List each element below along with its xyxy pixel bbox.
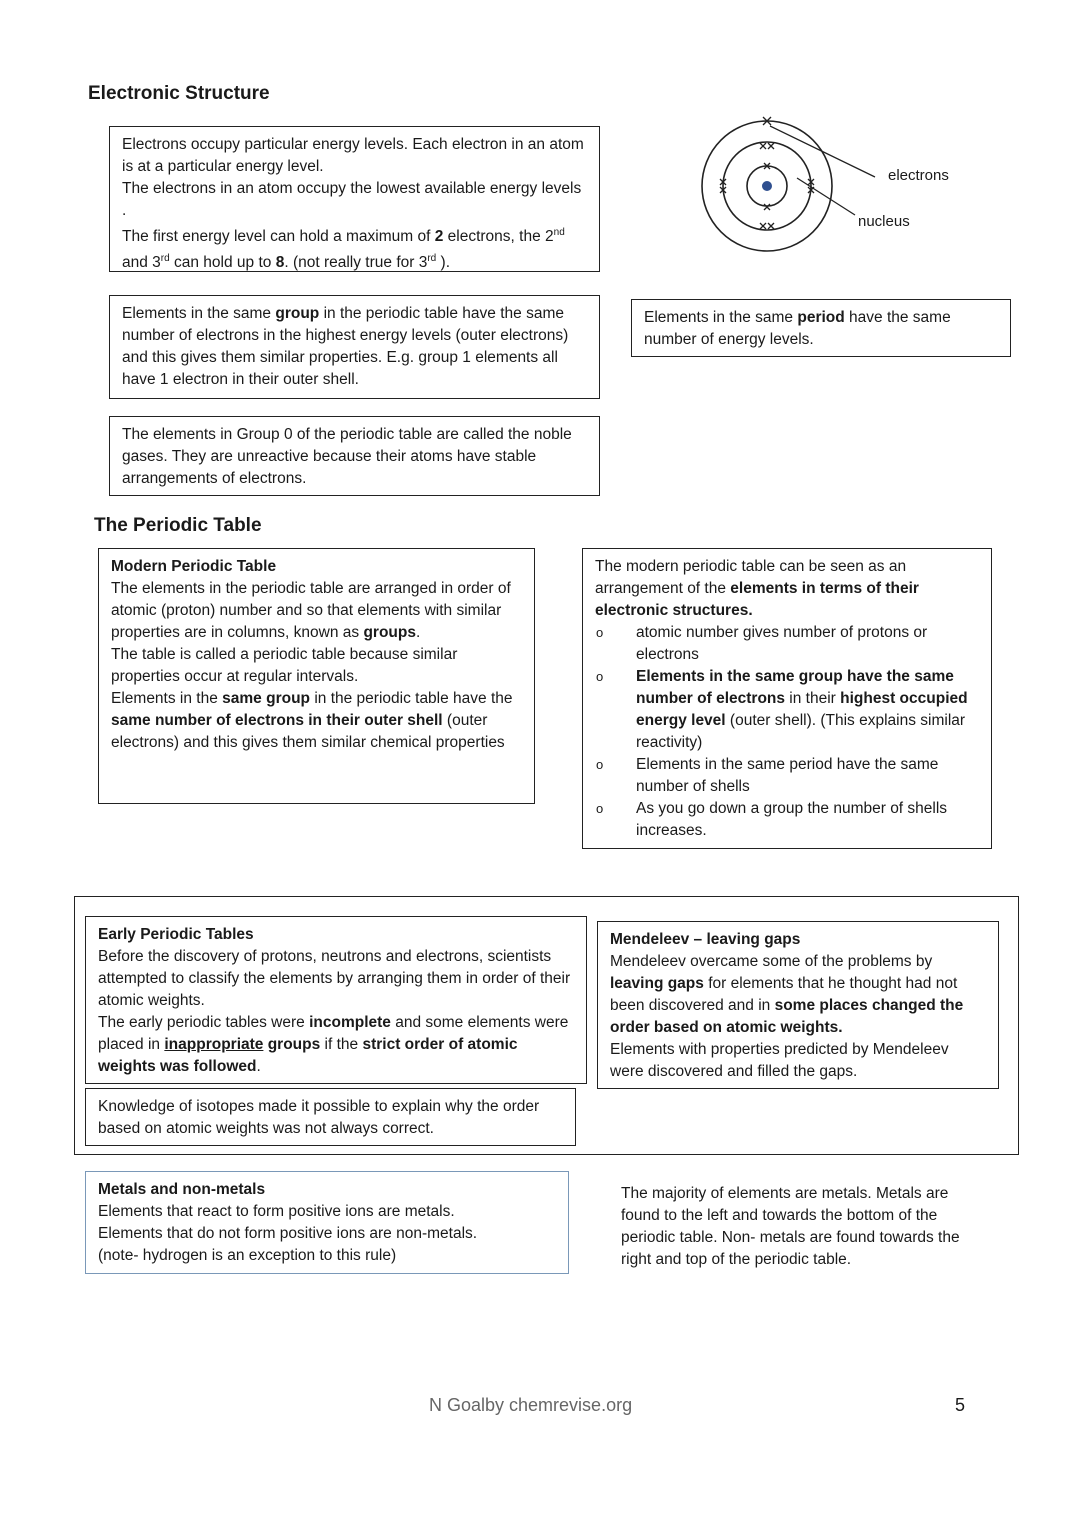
mendeleev-text-2: Elements with properties predicted by Mendeleev were discovered and filled the gaps. <box>610 1041 949 1080</box>
metals-text-3: (note- hydrogen is an exception to this rule) <box>98 1247 397 1264</box>
period-box <box>631 299 1011 357</box>
modern-text-1: The elements in the periodic table are arranged in order of atomic (proton) number and so that elements with similar properties are in columns, known as groups. <box>111 580 511 641</box>
early-text-2: The early periodic tables were incomplete and some elements were placed in inappropriate groups if the strict order of atomic weights was followed. <box>98 1014 569 1075</box>
nucleus-pointer-line <box>797 178 855 215</box>
electronic-structure-view-box <box>582 548 992 849</box>
section-heading-electronic-structure: Electronic Structure <box>88 83 270 104</box>
modern-title: Modern Periodic Table <box>111 558 277 575</box>
energy-levels-text-2: The electrons in an atom occupy the lowest available energy levels . <box>122 180 582 219</box>
group-box <box>109 295 600 399</box>
modern-periodic-table-box <box>98 548 535 804</box>
list-item: o As you go down a group the number of shells increases. <box>596 800 948 839</box>
metals-text-2: Elements that do not form positive ions are non-metals. <box>98 1225 478 1242</box>
early-periodic-tables-box <box>85 916 587 1084</box>
metals-location-text: The majority of elements are metals. Metals are found to the left and towards the bottom of the periodic table. Non- metals are found towards the right and top of the periodic table. <box>621 1185 960 1268</box>
noble-gases-text: The elements in Group 0 of the periodic table are called the noble gases. They are unreactive because their atoms have stable arrangements of electrons. <box>122 426 572 487</box>
period-text: Elements in the same period have the same number of energy levels. <box>644 309 951 348</box>
mendeleev-title: Mendeleev – leaving gaps <box>610 931 801 948</box>
electrons-label: electrons <box>888 167 949 184</box>
isotopes-text: Knowledge of isotopes made it possible to explain why the order based on atomic weights was not always correct. <box>98 1098 540 1137</box>
isotopes-box <box>85 1088 576 1146</box>
electron-crosses <box>720 117 814 229</box>
mendeleev-text-1: Mendeleev overcame some of the problems by leaving gaps for elements that he thought had not been discovered and in some places changed the order based on atomic weights. <box>610 953 964 1036</box>
electronic-view-intro: The modern periodic table can be seen as an arrangement of the elements in terms of their electronic structures. <box>595 558 919 619</box>
list-item: o atomic number gives number of protons or electrons <box>596 624 928 663</box>
nucleus-label: nucleus <box>858 213 910 230</box>
energy-levels-text-3: The first energy level can hold a maximum of 2 electrons, the 2nd and 3rd can hold up to 8. (not really true for 3rd ). <box>122 227 565 272</box>
early-text-1: Before the discovery of protons, neutrons and electrons, scientists attempted to classify the elements by arranging them in order of their atomic weights. <box>98 948 571 1009</box>
energy-levels-text-1: Electrons occupy particular energy levels. Each electron in an atom is at a particular energy level. <box>122 136 584 175</box>
electronic-view-list <box>595 622 979 842</box>
list-item: o Elements in the same period have the same number of shells <box>596 756 939 795</box>
energy-levels-box <box>109 126 600 272</box>
early-title: Early Periodic Tables <box>98 926 254 943</box>
mendeleev-box <box>597 921 999 1089</box>
modern-text-3: Elements in the same group in the periodic table have the same number of electrons in their outer shell (outer electrons) and this gives them similar chemical properties <box>111 690 513 751</box>
section-heading-periodic-table: The Periodic Table <box>94 515 262 536</box>
page-number: 5 <box>955 1395 966 1415</box>
footer-credit: N Goalby chemrevise.org <box>429 1395 633 1415</box>
list-item: o Elements in the same group have the same number of electrons in their highest occupied energy level (outer shell). (This explains similar reactivity) <box>596 668 968 751</box>
nucleus-dot <box>762 181 772 191</box>
group-text: Elements in the same group in the periodic table have the same number of electrons in the highest energy levels (outer electrons) and this gives them similar properties. E.g. group 1 elements all have 1 electron in their outer shell. <box>122 305 569 388</box>
metals-title: Metals and non-metals <box>98 1181 266 1198</box>
modern-text-2: The table is called a periodic table because similar properties occur at regular intervals. <box>111 646 458 685</box>
metals-nonmetals-box <box>85 1171 569 1274</box>
electrons-pointer-line <box>770 126 875 177</box>
noble-gases-box <box>109 416 600 496</box>
metals-text-1: Elements that react to form positive ions are metals. <box>98 1203 455 1220</box>
